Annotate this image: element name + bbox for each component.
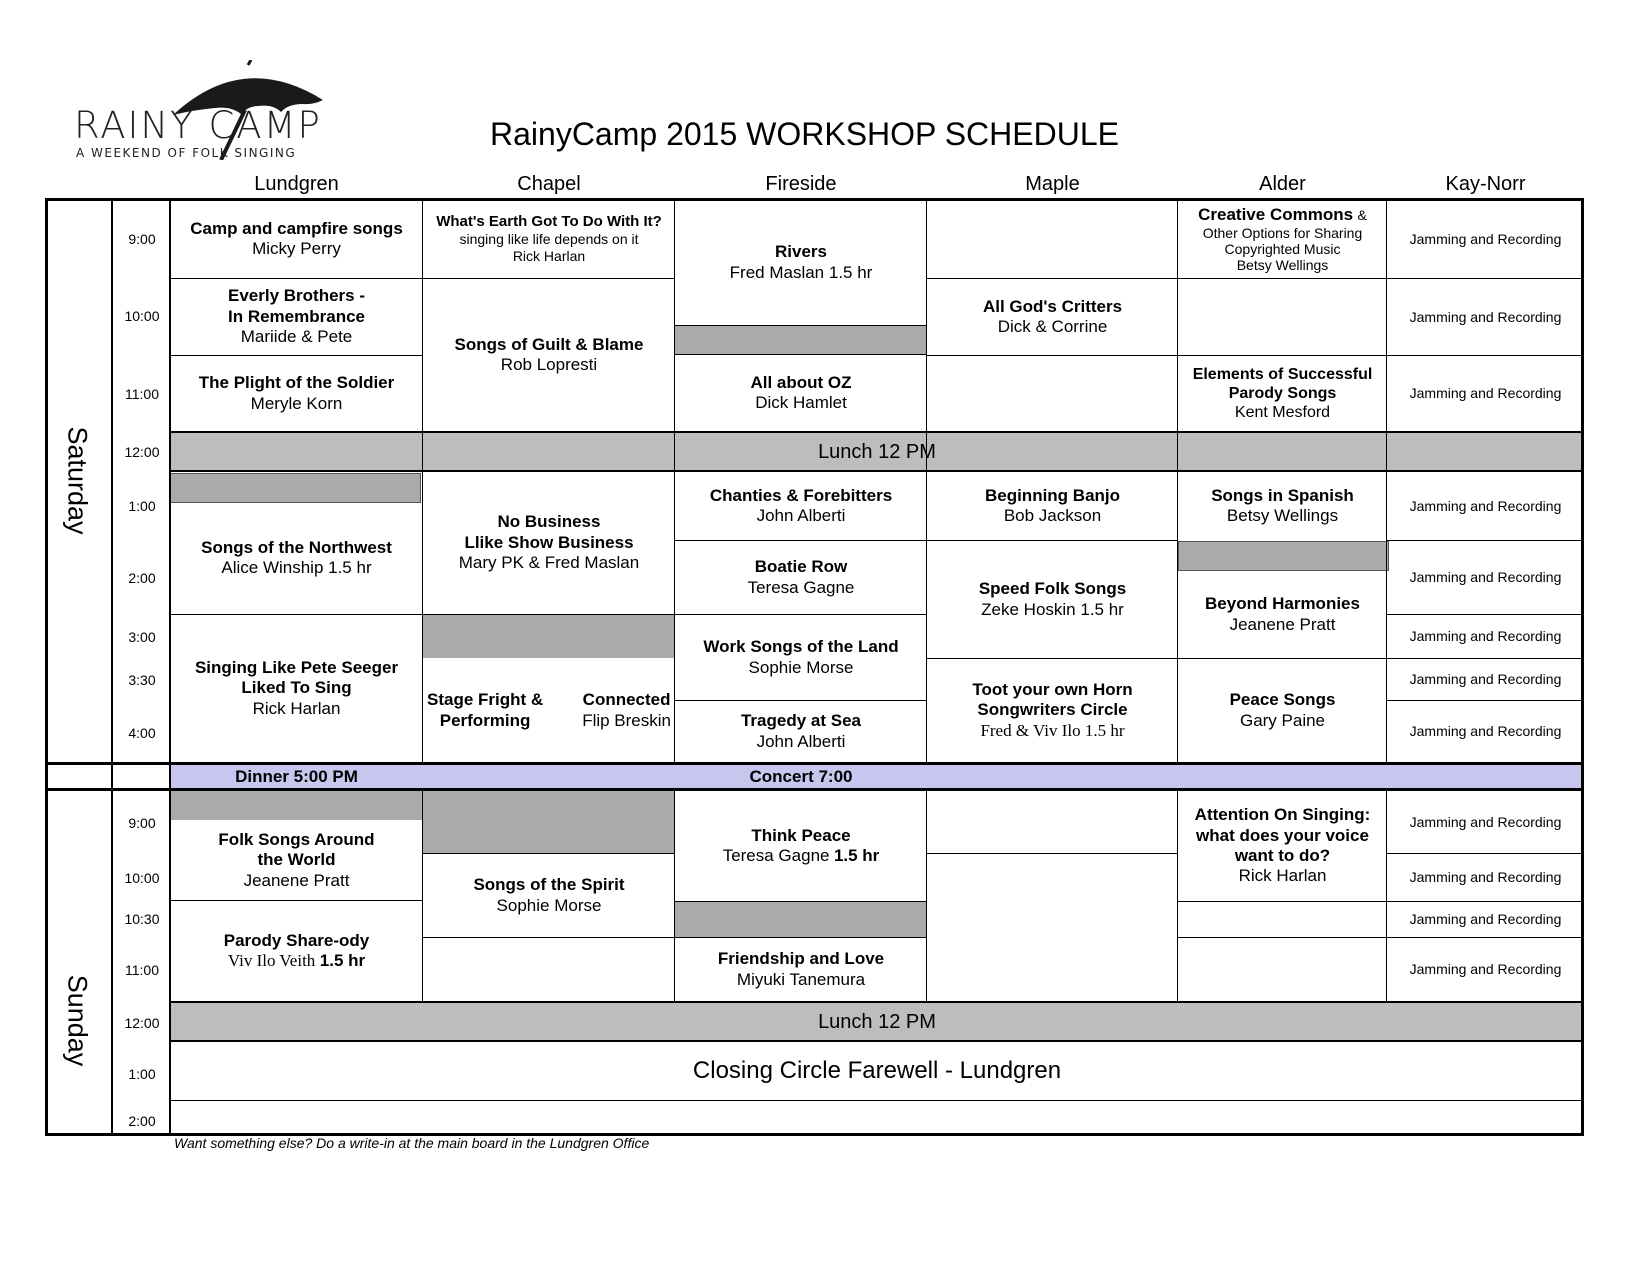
session-cell: Beginning Banjo Bob Jackson	[984, 485, 1121, 525]
lunch-label: Lunch 12 PM	[818, 440, 936, 463]
col-header-chapel: Chapel	[517, 173, 581, 195]
jam-cell: Jamming and Recording	[1409, 671, 1562, 688]
time-label: 10:30	[124, 911, 160, 927]
session-cell: Everly Brothers - In Remembrance Mariide & Pete	[228, 286, 365, 347]
col-header-lundgren: Lundgren	[254, 173, 339, 195]
time-label: 9:00	[128, 815, 156, 831]
time-label: 3:00	[128, 629, 156, 645]
time-label: 9:00	[128, 231, 156, 247]
session-cell: Beyond Harmonies Jeanene Pratt	[1205, 594, 1360, 634]
jam-cell: Jamming and Recording	[1409, 497, 1562, 514]
session-cell: Rivers Fred Maslan 1.5 hr	[729, 242, 873, 282]
time-label: 2:00	[128, 570, 156, 586]
session-cell: All God's Critters Dick & Corrine	[982, 296, 1123, 336]
day-label-sunday: Sunday	[62, 974, 93, 1067]
time-label: 11:00	[125, 962, 159, 978]
day-label-saturday: Saturday	[62, 426, 93, 535]
session-cell: Stage Fright & Performing Connected Flip Breskin	[427, 690, 671, 730]
jam-cell: Jamming and Recording	[1409, 569, 1562, 586]
jam-cell: Jamming and Recording	[1409, 869, 1562, 886]
session-cell: Think Peace Teresa Gagne 1.5 hr	[722, 825, 880, 865]
col-header-maple: Maple	[1025, 173, 1080, 195]
session-cell: Elements of Successful Parody Songs Kent Mesford	[1192, 365, 1373, 422]
gray-block	[170, 790, 423, 820]
time-label: 10:00	[124, 308, 160, 324]
time-label: 4:00	[128, 725, 156, 741]
gray-block	[423, 790, 675, 853]
session-cell: Camp and campfire songs Micky Perry	[190, 218, 403, 258]
gray-block	[675, 901, 927, 937]
time-label: 10:00	[124, 870, 160, 886]
jam-cell: Jamming and Recording	[1409, 813, 1562, 830]
dinner-label: Dinner 5:00 PM	[235, 766, 358, 786]
session-cell: All about OZ Dick Hamlet	[750, 372, 852, 412]
session-cell: Boatie Row Teresa Gagne	[747, 557, 855, 597]
time-label: 12:00	[124, 1015, 160, 1031]
session-cell: Attention On Singing: what does your voice want to do? Rick Harlan	[1194, 805, 1371, 886]
session-cell: The Plight of the Soldier Meryle Korn	[198, 373, 395, 413]
session-cell: Songs of the Northwest Alice Winship 1.5 hr	[201, 537, 392, 577]
session-cell: No Business Llike Show Business Mary PK & Fred Maslan	[458, 512, 640, 573]
logo	[68, 60, 348, 165]
concert-label: Concert 7:00	[749, 766, 853, 786]
jam-cell: Jamming and Recording	[1409, 385, 1562, 402]
session-cell: Speed Folk Songs Zeke Hoskin 1.5 hr	[978, 579, 1127, 619]
time-label: 11:00	[125, 386, 159, 402]
session-cell: Singing Like Pete Seeger Liked To Sing Rick Harlan	[194, 657, 399, 718]
session-cell: Songs in Spanish Betsy Wellings	[1211, 485, 1354, 525]
time-label: 1:00	[128, 498, 156, 514]
lunch-label: Lunch 12 PM	[818, 1010, 936, 1033]
col-header-alder: Alder	[1259, 173, 1306, 195]
jam-cell: Jamming and Recording	[1409, 628, 1562, 645]
gray-block	[170, 473, 421, 503]
gray-block	[1178, 541, 1389, 571]
jam-cell: Jamming and Recording	[1409, 961, 1562, 978]
session-cell: Songs of the Spirit Sophie Morse	[473, 875, 625, 915]
session-cell: Work Songs of the Land Sophie Morse	[703, 637, 899, 677]
col-header-kaynorr: Kay-Norr	[1445, 173, 1526, 195]
col-header-fireside: Fireside	[765, 173, 837, 195]
session-cell: Toot your own Horn Songwriters Circle Fred & Viv Ilo 1.5 hr	[972, 679, 1133, 740]
time-label: 12:00	[124, 444, 160, 460]
page-title: RainyCamp 2015 WORKSHOP SCHEDULE	[490, 116, 1119, 152]
session-cell: Songs of Guilt & Blame Rob Lopresti	[454, 334, 644, 374]
session-cell: Folk Songs Around the World Jeanene Pratt	[218, 829, 375, 890]
session-cell: Peace Songs Gary Paine	[1229, 690, 1336, 730]
session-cell: Parody Share-ody Viv Ilo Veith 1.5 hr	[223, 930, 370, 970]
closing-circle: Closing Circle Farewell - Lundgren	[692, 1056, 1062, 1084]
jam-cell: Jamming and Recording	[1409, 723, 1562, 740]
logo-tagline: A WEEKEND OF FOLK SINGING	[76, 146, 297, 160]
gray-block	[675, 325, 927, 354]
footnote: Want something else? Do a write-in at the main board in the Lundgren Office	[174, 1135, 650, 1151]
time-label: 1:00	[128, 1066, 156, 1082]
jam-cell: Jamming and Recording	[1409, 911, 1562, 928]
jam-cell: Jamming and Recording	[1409, 308, 1562, 325]
session-cell: Chanties & Forebitters John Alberti	[709, 485, 893, 525]
session-cell: Tragedy at Sea John Alberti	[740, 711, 861, 751]
session-cell: What's Earth Got To Do With It? singing like life depends on it Rick Harlan	[436, 213, 662, 264]
time-label: 3:30	[128, 672, 156, 688]
gray-block	[423, 614, 675, 658]
logo-word: RAINY CAMP	[74, 104, 322, 147]
session-cell: Creative Commons & Other Options for Sharing Copyrighted Music Betsy Wellings	[1198, 204, 1367, 274]
jam-cell: Jamming and Recording	[1409, 230, 1562, 247]
session-cell: Friendship and Love Miyuki Tanemura	[717, 949, 885, 989]
time-label: 2:00	[128, 1113, 156, 1129]
